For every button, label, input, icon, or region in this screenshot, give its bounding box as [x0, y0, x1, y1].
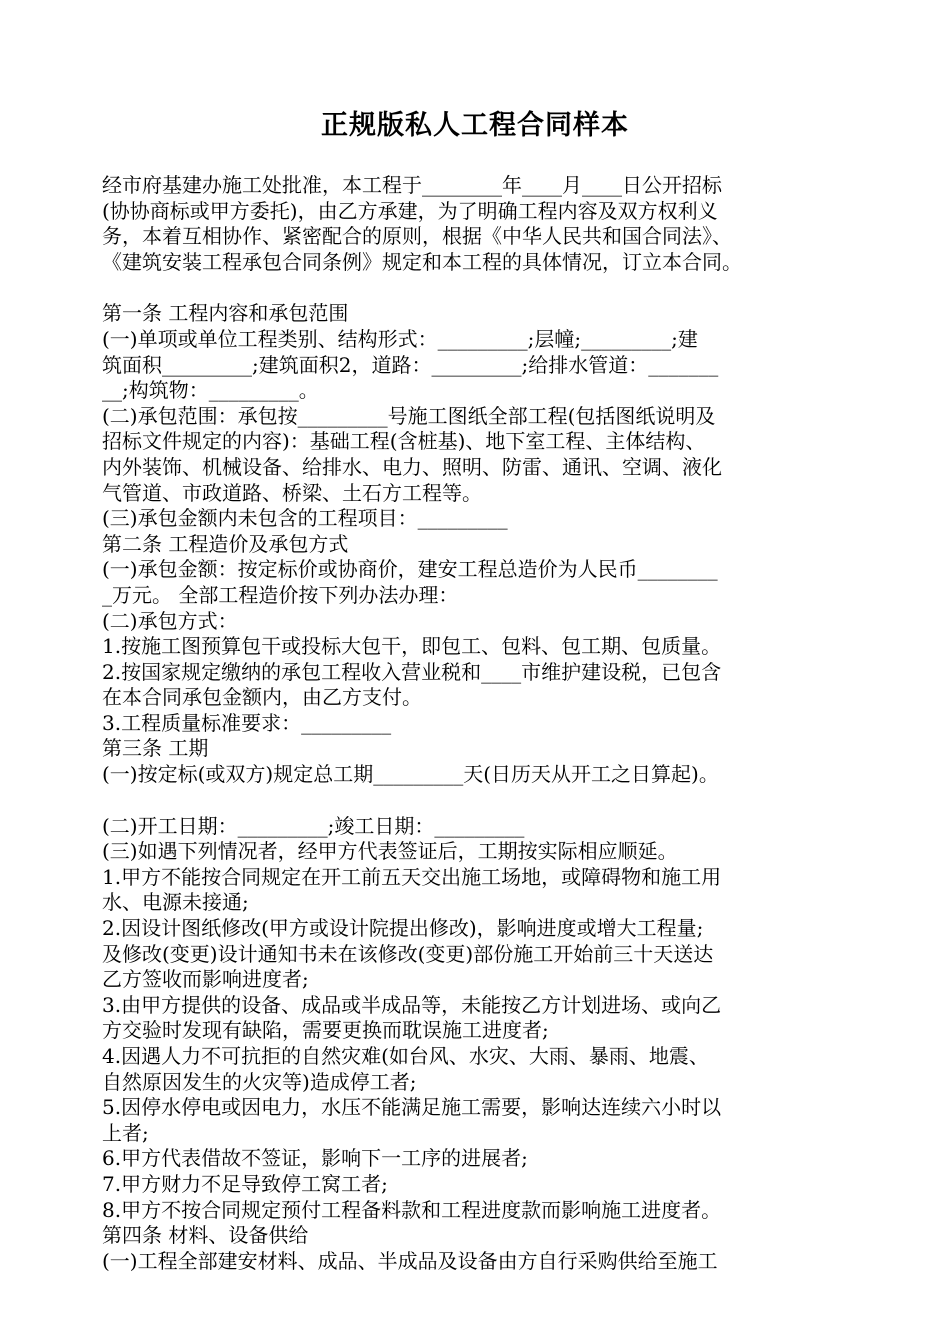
text-line: 务，本着互相协作、紧密配合的原则，根据《中华人民共和国合同法》、 — [102, 224, 732, 249]
text-line: (二)承包范围：承包按_________号施工图纸全部工程(包括图纸说明及 — [102, 403, 716, 428]
text-line: (一)承包金额：按定标价或协商价，建安工程总造价为人民币________ — [102, 557, 718, 582]
contract-body — [102, 173, 852, 1274]
text-line: 方交验时发现有缺陷，需要更换而耽误施工进度者; — [102, 1018, 549, 1043]
text-line: 2.因设计图纸修改(甲方或设计院提出修改)，影响进度或增大工程量; — [102, 916, 704, 941]
text-line: 第二条 工程造价及承包方式 — [102, 531, 349, 556]
text-line: 1.甲方不能按合同规定在开工前五天交出施工场地，或障碍物和施工用 — [102, 864, 722, 889]
text-line: 6.甲方代表借故不签证，影响下一工序的进展者; — [102, 1146, 528, 1171]
text-line: 及修改(变更)设计通知书未在该修改(变更)部份施工开始前三十天送达 — [102, 941, 714, 966]
text-line: 上者; — [102, 1120, 149, 1145]
text-line: 内外装饰、机械设备、给排水、电力、照明、防雷、通讯、空调、液化 — [102, 454, 722, 479]
text-line: 5.因停水停电或因电力，水压不能满足施工需要，影响达连续六小时以 — [102, 1095, 722, 1120]
text-line: 《建筑安装工程承包合同条例》规定和本工程的具体情况，订立本合同。 — [102, 249, 742, 274]
text-line: __;构筑物：_________。 — [102, 378, 319, 403]
text-line: 3.由甲方提供的设备、成品或半成品等，未能按乙方计划进场、或向乙 — [102, 992, 722, 1017]
text-line: 1.按施工图预算包干或投标大包干，即包工、包料、包工期、包质量。 — [102, 634, 722, 659]
text-line: 第四条 材料、设备供给 — [102, 1223, 309, 1248]
text-line: 7.甲方财力不足导致停工窝工者; — [102, 1171, 388, 1196]
text-line: (一)单项或单位工程类别、结构形式：_________;层幢;_________;建 — [102, 326, 698, 351]
text-line: 经市府基建办施工处批准，本工程于________年____月____日公开招标 — [102, 173, 722, 197]
text-line: 2.按国家规定缴纳的承包工程收入营业税和____市维护建设税，已包含 — [102, 659, 722, 684]
text-line: 气管道、市政道路、桥梁、土石方工程等。 — [102, 480, 482, 505]
text-line: (三)承包金额内未包含的工程项目：_________ — [102, 506, 508, 531]
text-line: 自然原因发生的火灾等)造成停工者; — [102, 1069, 417, 1094]
text-line: (三)如遇下列情况者，经甲方代表签证后，工期按实际相应顺延。 — [102, 839, 678, 864]
text-line: (协协商标或甲方委托)，由乙方承建，为了明确工程内容及双方权利义 — [102, 198, 718, 223]
text-line: (二)开工日期：_________;竣工日期：_________ — [102, 813, 525, 838]
text-line: 水、电源未接通; — [102, 890, 249, 915]
text-line: 8.甲方不按合同规定预付工程备料款和工程进度款而影响施工进度者。 — [102, 1197, 722, 1222]
blank-line — [102, 788, 852, 814]
text-line: (二)承包方式： — [102, 608, 238, 633]
text-line: (一)按定标(或双方)规定总工期_________天(日历天从开工之日算起)。 — [102, 762, 719, 787]
document-title: 正规版私人工程合同样本 — [321, 110, 629, 141]
text-line: 在本合同承包金额内，由乙方支付。 — [102, 685, 422, 710]
text-line: 乙方签收而影响进度者; — [102, 967, 309, 992]
text-line: (一)工程全部建安材料、成品、半成品及设备由方自行采购供给至施工 — [102, 1248, 718, 1273]
text-line: 第三条 工期 — [102, 736, 209, 761]
text-line: 4.因遇人力不可抗拒的自然灾难(如台风、水灾、大雨、暴雨、地震、 — [102, 1044, 709, 1068]
blank-line — [102, 275, 852, 301]
text-line: _万元。 全部工程造价按下列办法办理： — [102, 582, 459, 607]
text-line: 第一条 工程内容和承包范围 — [102, 301, 349, 326]
text-line: 招标文件规定的内容)：基础工程(含桩基)、地下室工程、主体结构、 — [102, 429, 706, 454]
text-line: 筑面积_________;建筑面积2，道路：_________;给排水管道：_______ — [102, 352, 719, 377]
text-line: 3.工程质量标准要求：_________ — [102, 710, 392, 735]
